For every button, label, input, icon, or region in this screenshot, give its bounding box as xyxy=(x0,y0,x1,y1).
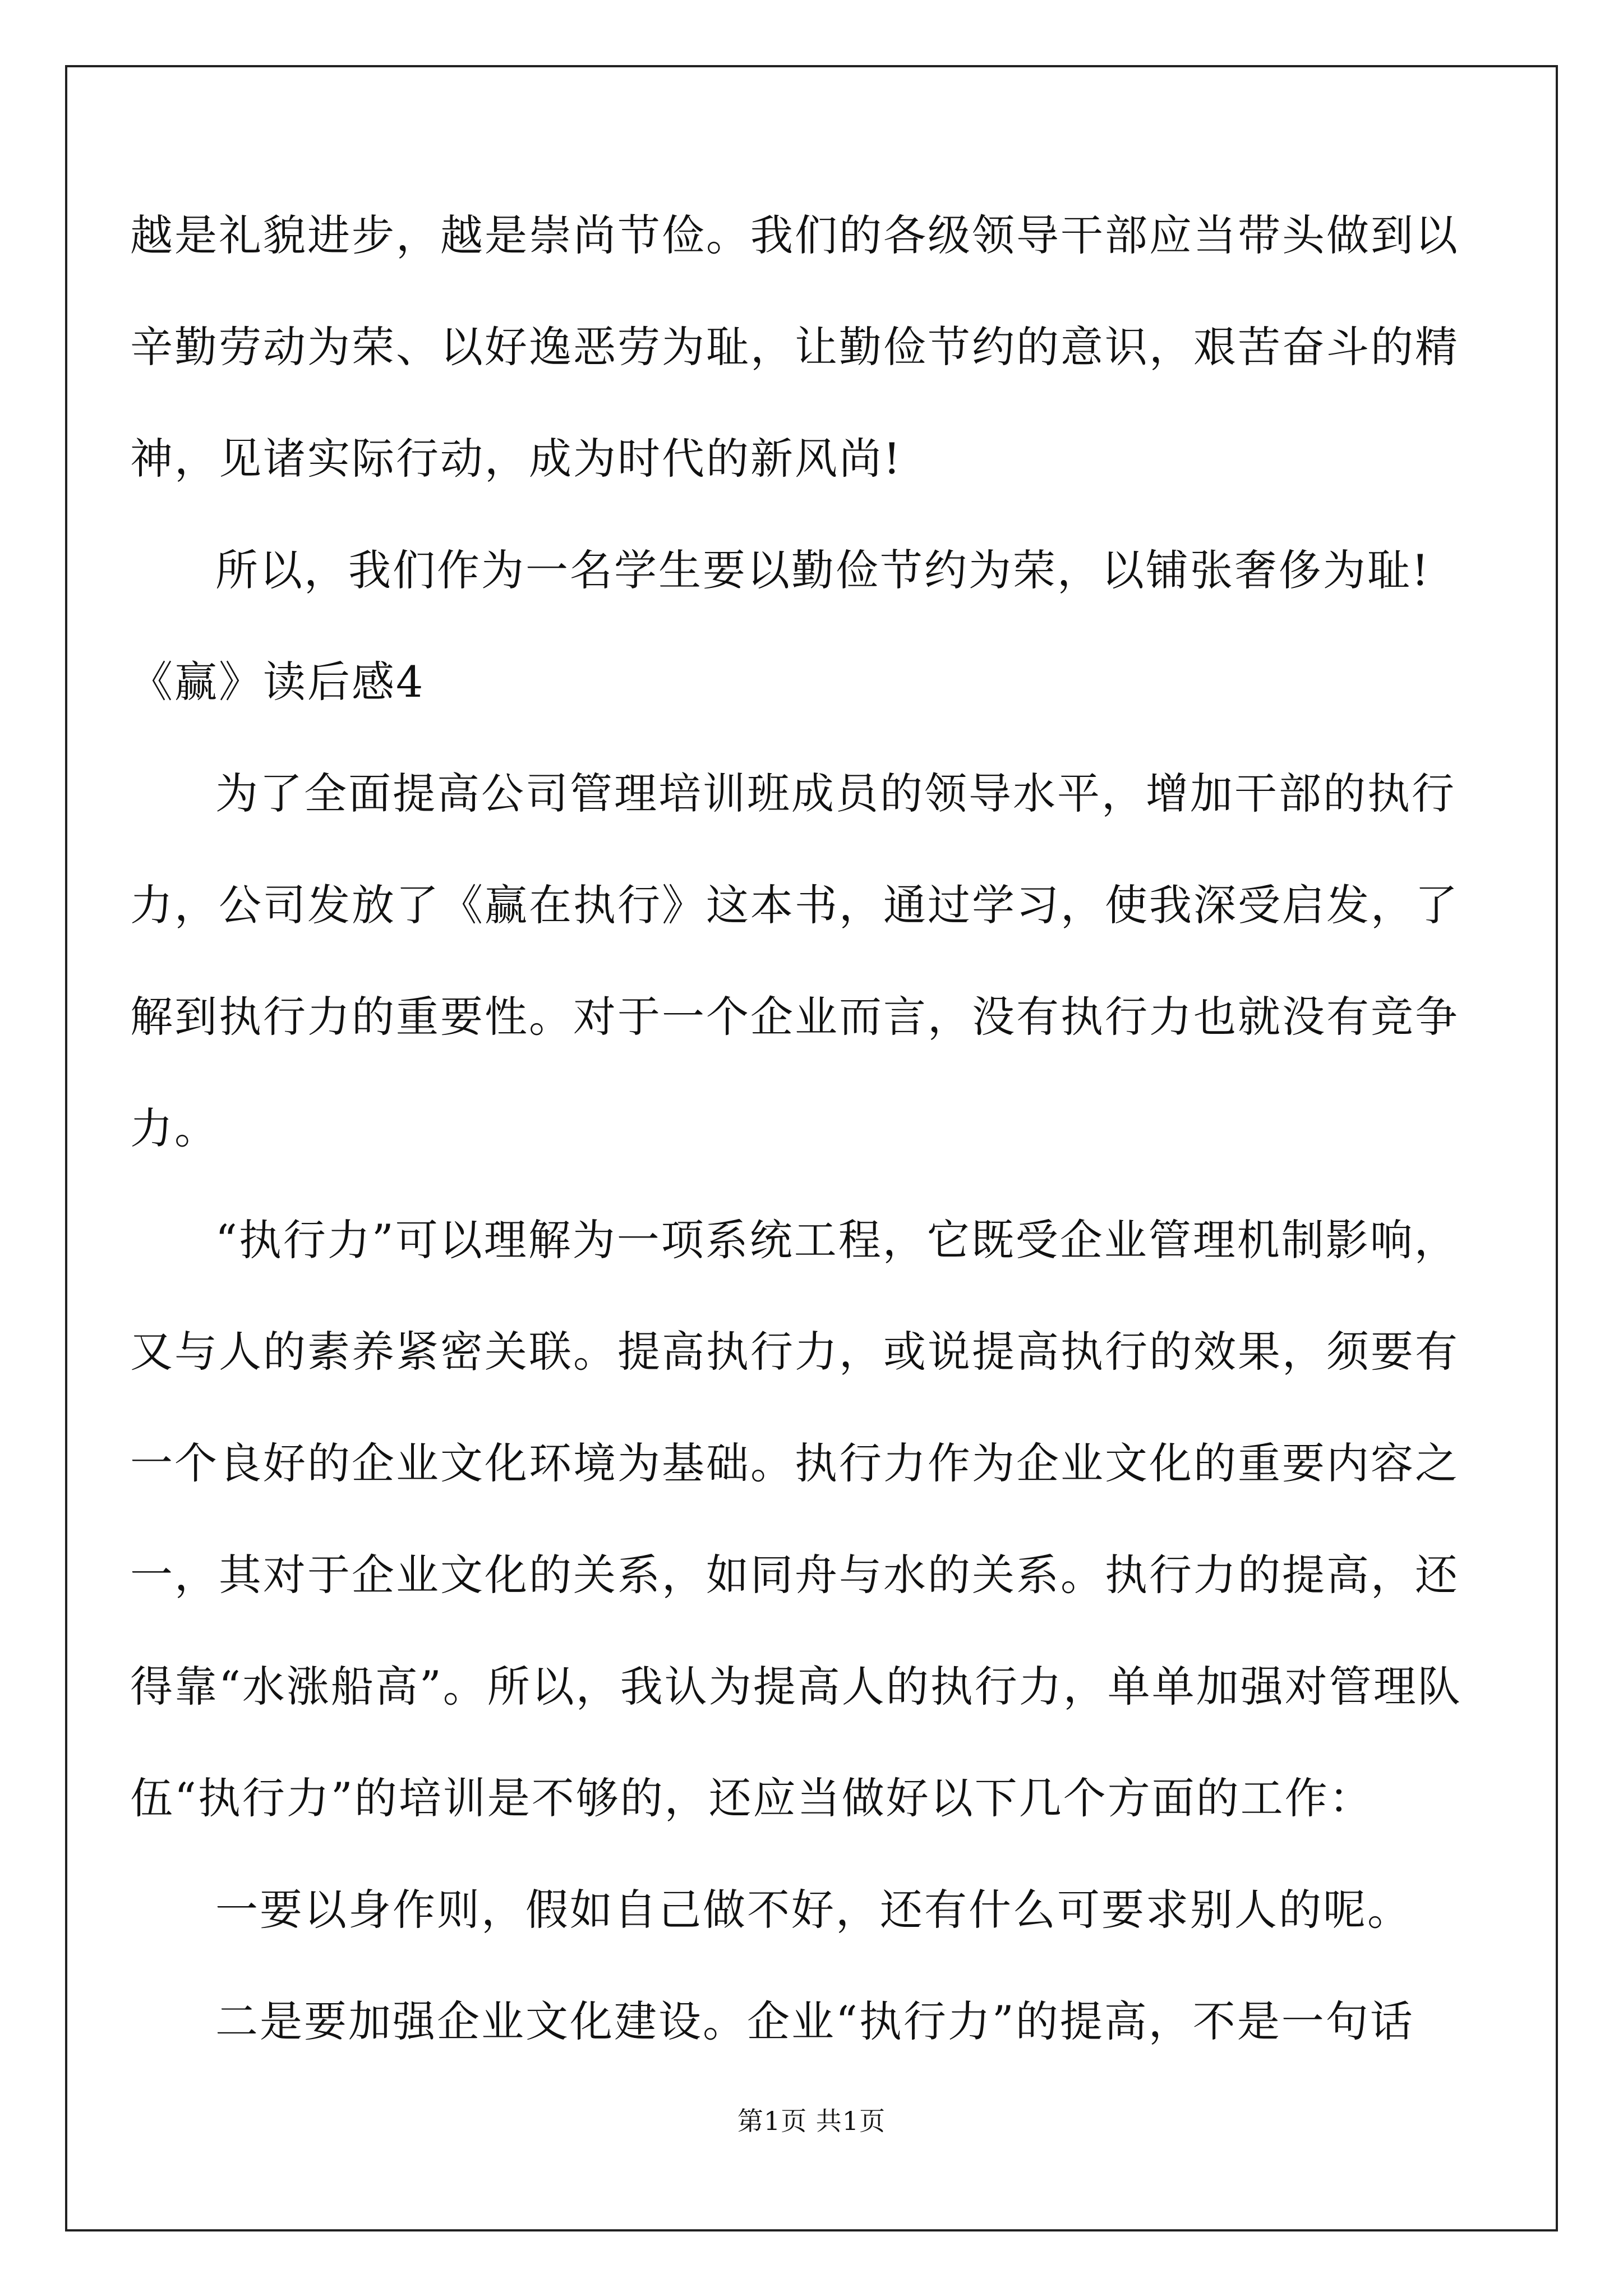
text-line: 解到执行力的重要性。对于一个企业而言，没有执行力也就没有竞争 xyxy=(130,992,1459,1042)
text-line: 得靠“水涨船高”。所以，我认为提高人的执行力，单单加强对管理队 xyxy=(130,1662,1462,1711)
text-line: 力。 xyxy=(130,1103,219,1153)
text-line: 一个良好的企业文化环境为基础。执行力作为企业文化的重要内容之 xyxy=(130,1438,1459,1488)
text-line: 一，其对于企业文化的关系，如同舟与水的关系。执行力的提高，还 xyxy=(130,1550,1459,1600)
text-line: 伍“执行力”的培训是不够的，还应当做好以下几个方面的工作： xyxy=(130,1773,1373,1823)
text-line: “执行力”可以理解为一项系统工程，它既受企业管理机制影响， xyxy=(215,1215,1459,1265)
text-line: 为了全面提高公司管理培训班成员的领导水平，增加干部的执行 xyxy=(215,769,1456,818)
text-line: 所以，我们作为一名学生要以勤俭节约为荣，以铺张奢侈为耻! xyxy=(215,545,1431,595)
section-heading: 《赢》读后感4 xyxy=(130,657,425,707)
text-line: 二是要加强企业文化建设。企业“执行力”的提高，不是一句话 xyxy=(215,1996,1414,2046)
page-number-footer: 第1页 共1页 xyxy=(737,2106,886,2136)
text-line: 越是礼貌进步，越是崇尚节俭。我们的各级领导干部应当带头做到以 xyxy=(130,210,1459,260)
text-line: 辛勤劳动为荣、以好逸恶劳为耻，让勤俭节约的意识，艰苦奋斗的精 xyxy=(130,322,1459,372)
text-line: 神，见诸实际行动，成为时代的新风尚! xyxy=(130,434,902,484)
text-line: 一要以身作则，假如自己做不好，还有什么可要求别人的呢。 xyxy=(215,1885,1412,1935)
text-line: 又与人的素养紧密关联。提高执行力，或说提高执行的效果，须要有 xyxy=(130,1327,1459,1377)
text-line: 力，公司发放了《赢在执行》这本书，通过学习，使我深受启发，了 xyxy=(130,880,1459,930)
